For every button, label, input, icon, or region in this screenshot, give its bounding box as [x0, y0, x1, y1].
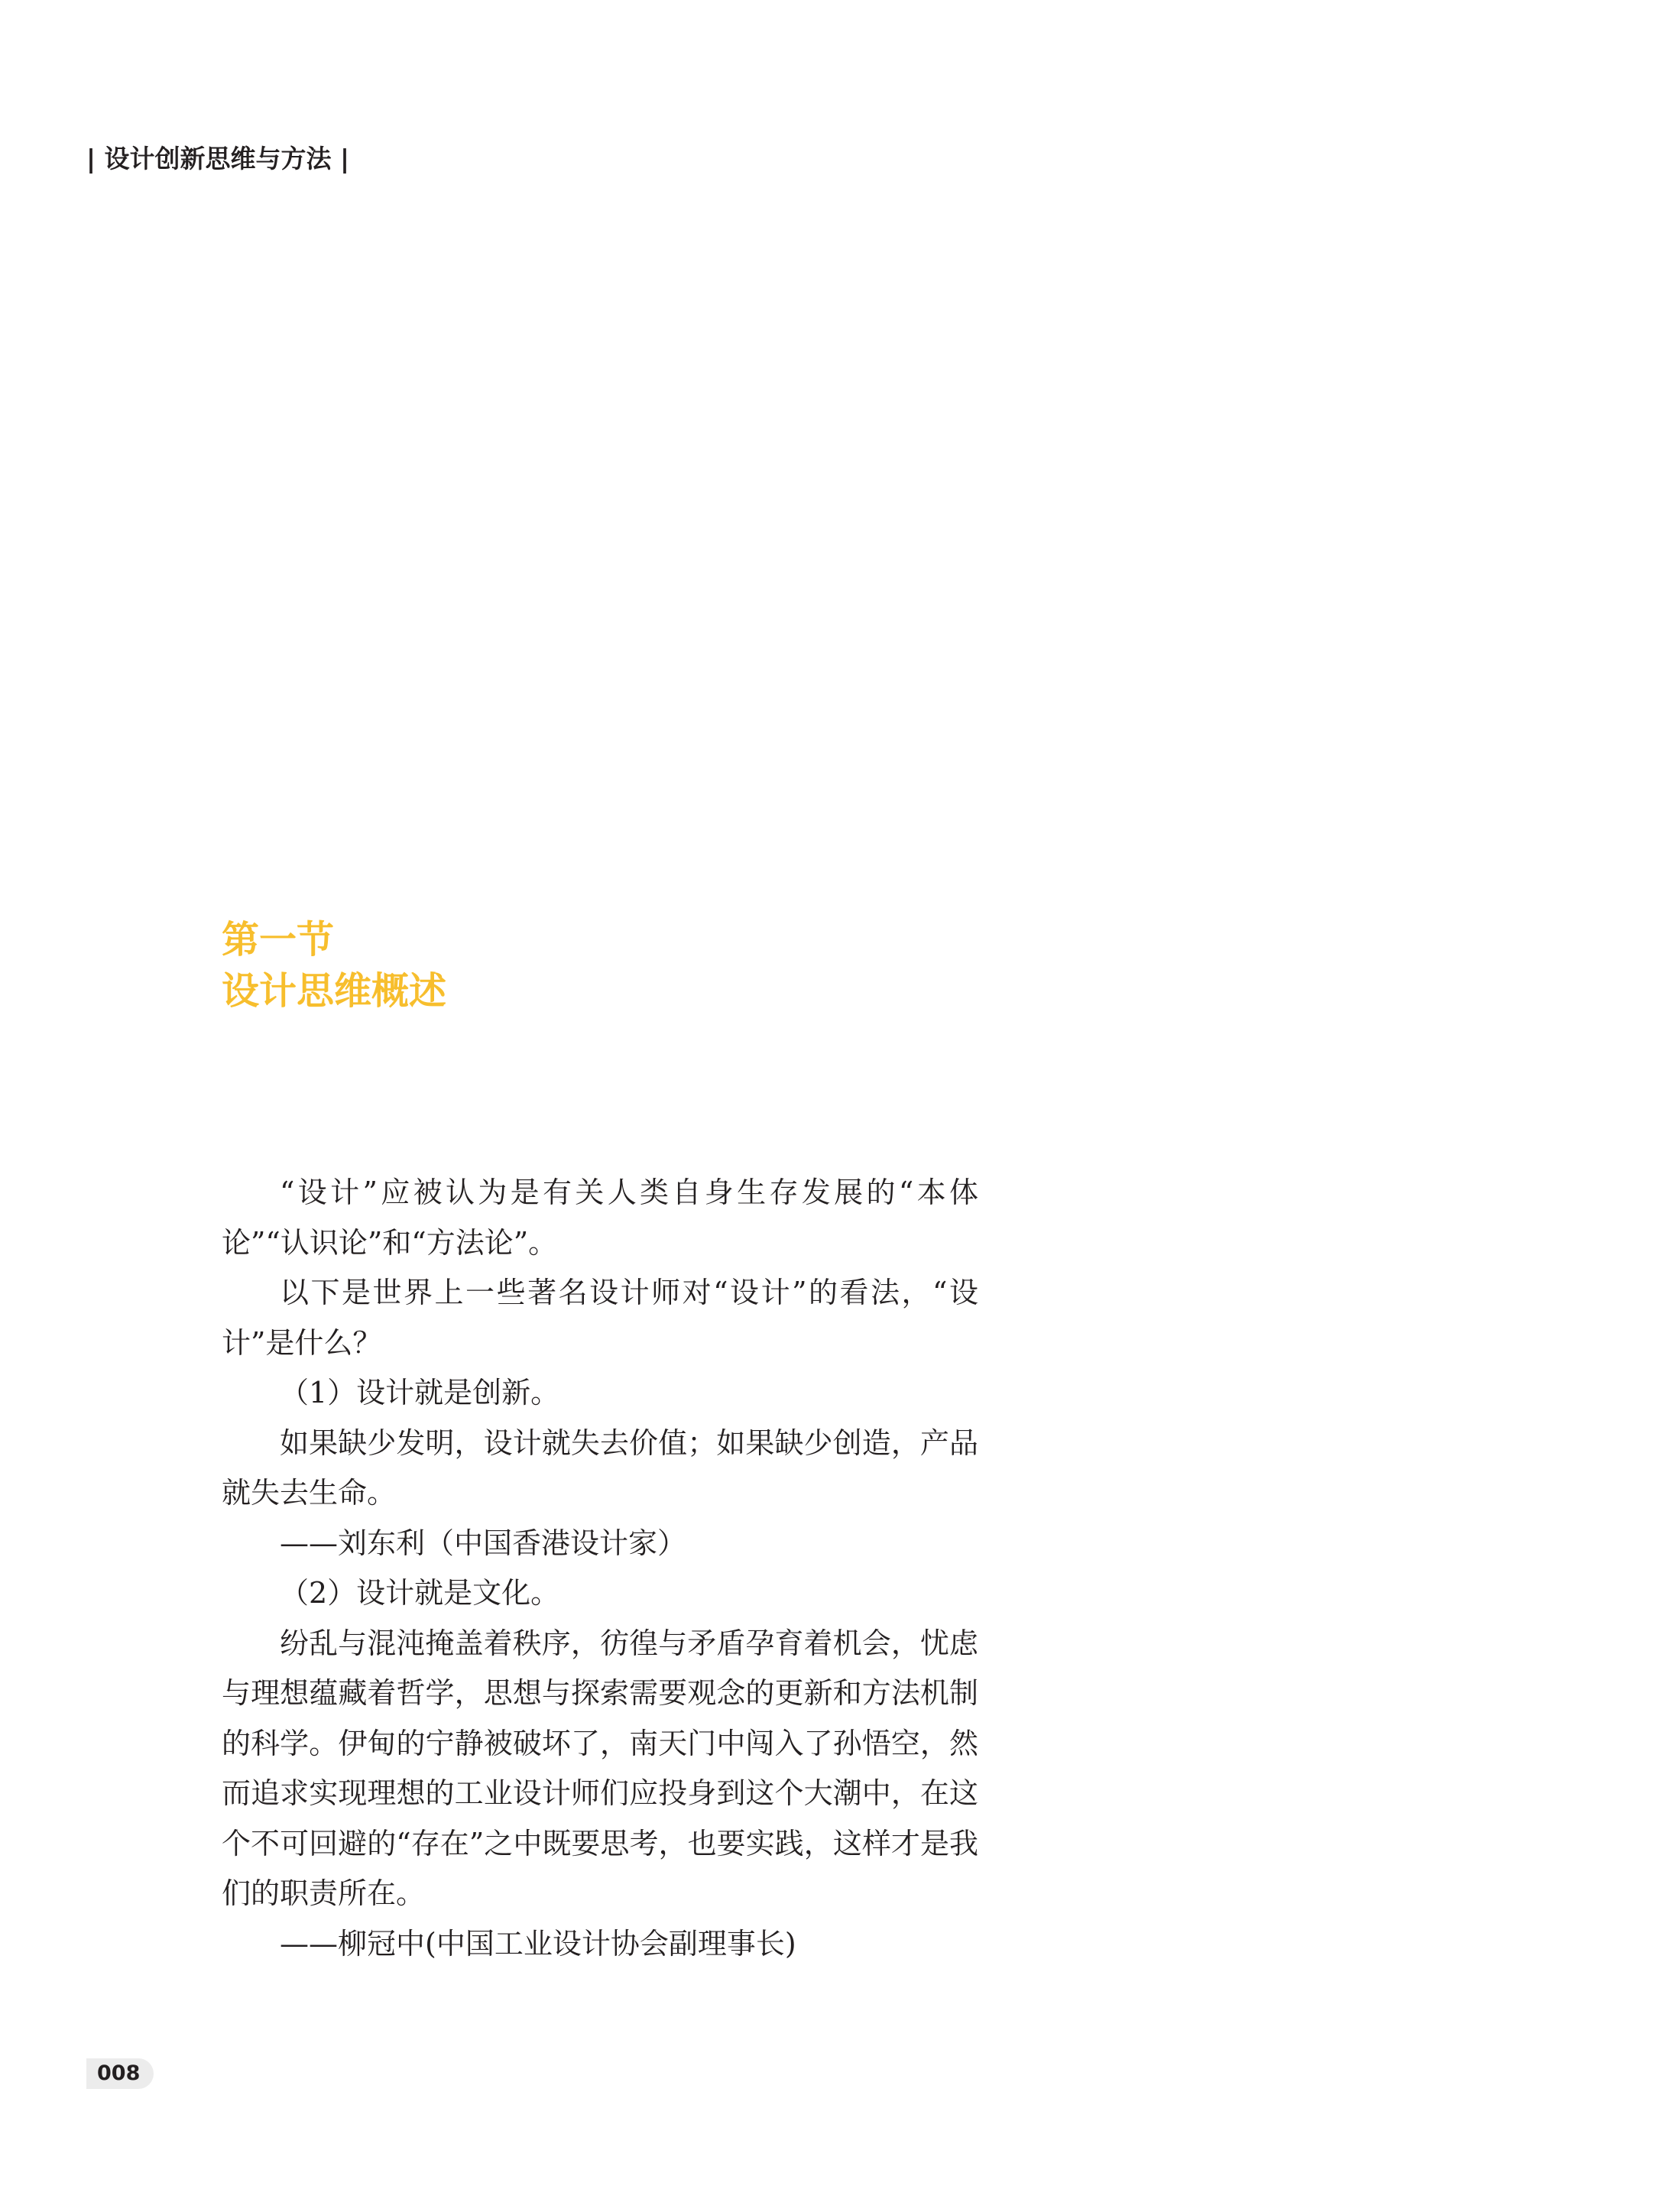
section-heading [222, 914, 446, 1017]
section-title: 设计思维概述 [222, 969, 447, 1013]
list-item-heading: （2）设计就是文化。 [280, 1576, 560, 1610]
body-text [222, 1168, 978, 1969]
page-number: 008 [86, 2058, 154, 2089]
quote-paragraph: 纷乱与混沌掩盖着秩序，彷徨与矛盾孕育着机会，忧虑与理想蕴藏着哲学，思想与探索需要观念的更新和方法机制的科学。伊甸的宁静被破坏了，南天门中闯入了孙悟空，然而追求实现理想的工业设计师们应投身到这个大潮中，在这个不可回避的“存在”之中既要思考，也要实践，这样才是我们的职责所在。 [222, 1626, 978, 1910]
quote-attribution: ——柳冠中(中国工业设计协会副理事长) [280, 1926, 796, 1961]
section-number: 第一节 [222, 918, 335, 962]
paragraph: “设计”应被认为是有关人类自身生存发展的“本体论”“认识论”和“方法论”。 [222, 1176, 978, 1260]
paragraph: 以下是世界上一些著名设计师对“设计”的看法，“设计”是什么？ [222, 1276, 978, 1360]
running-header: | 设计创新思维与方法 | [86, 144, 350, 174]
quote-paragraph: 如果缺少发明，设计就失去价值；如果缺少创造，产品就失去生命。 [222, 1425, 978, 1510]
list-item-heading: （1）设计就是创新。 [280, 1376, 560, 1409]
quote-attribution: ——刘东利（中国香港设计家） [280, 1526, 687, 1560]
